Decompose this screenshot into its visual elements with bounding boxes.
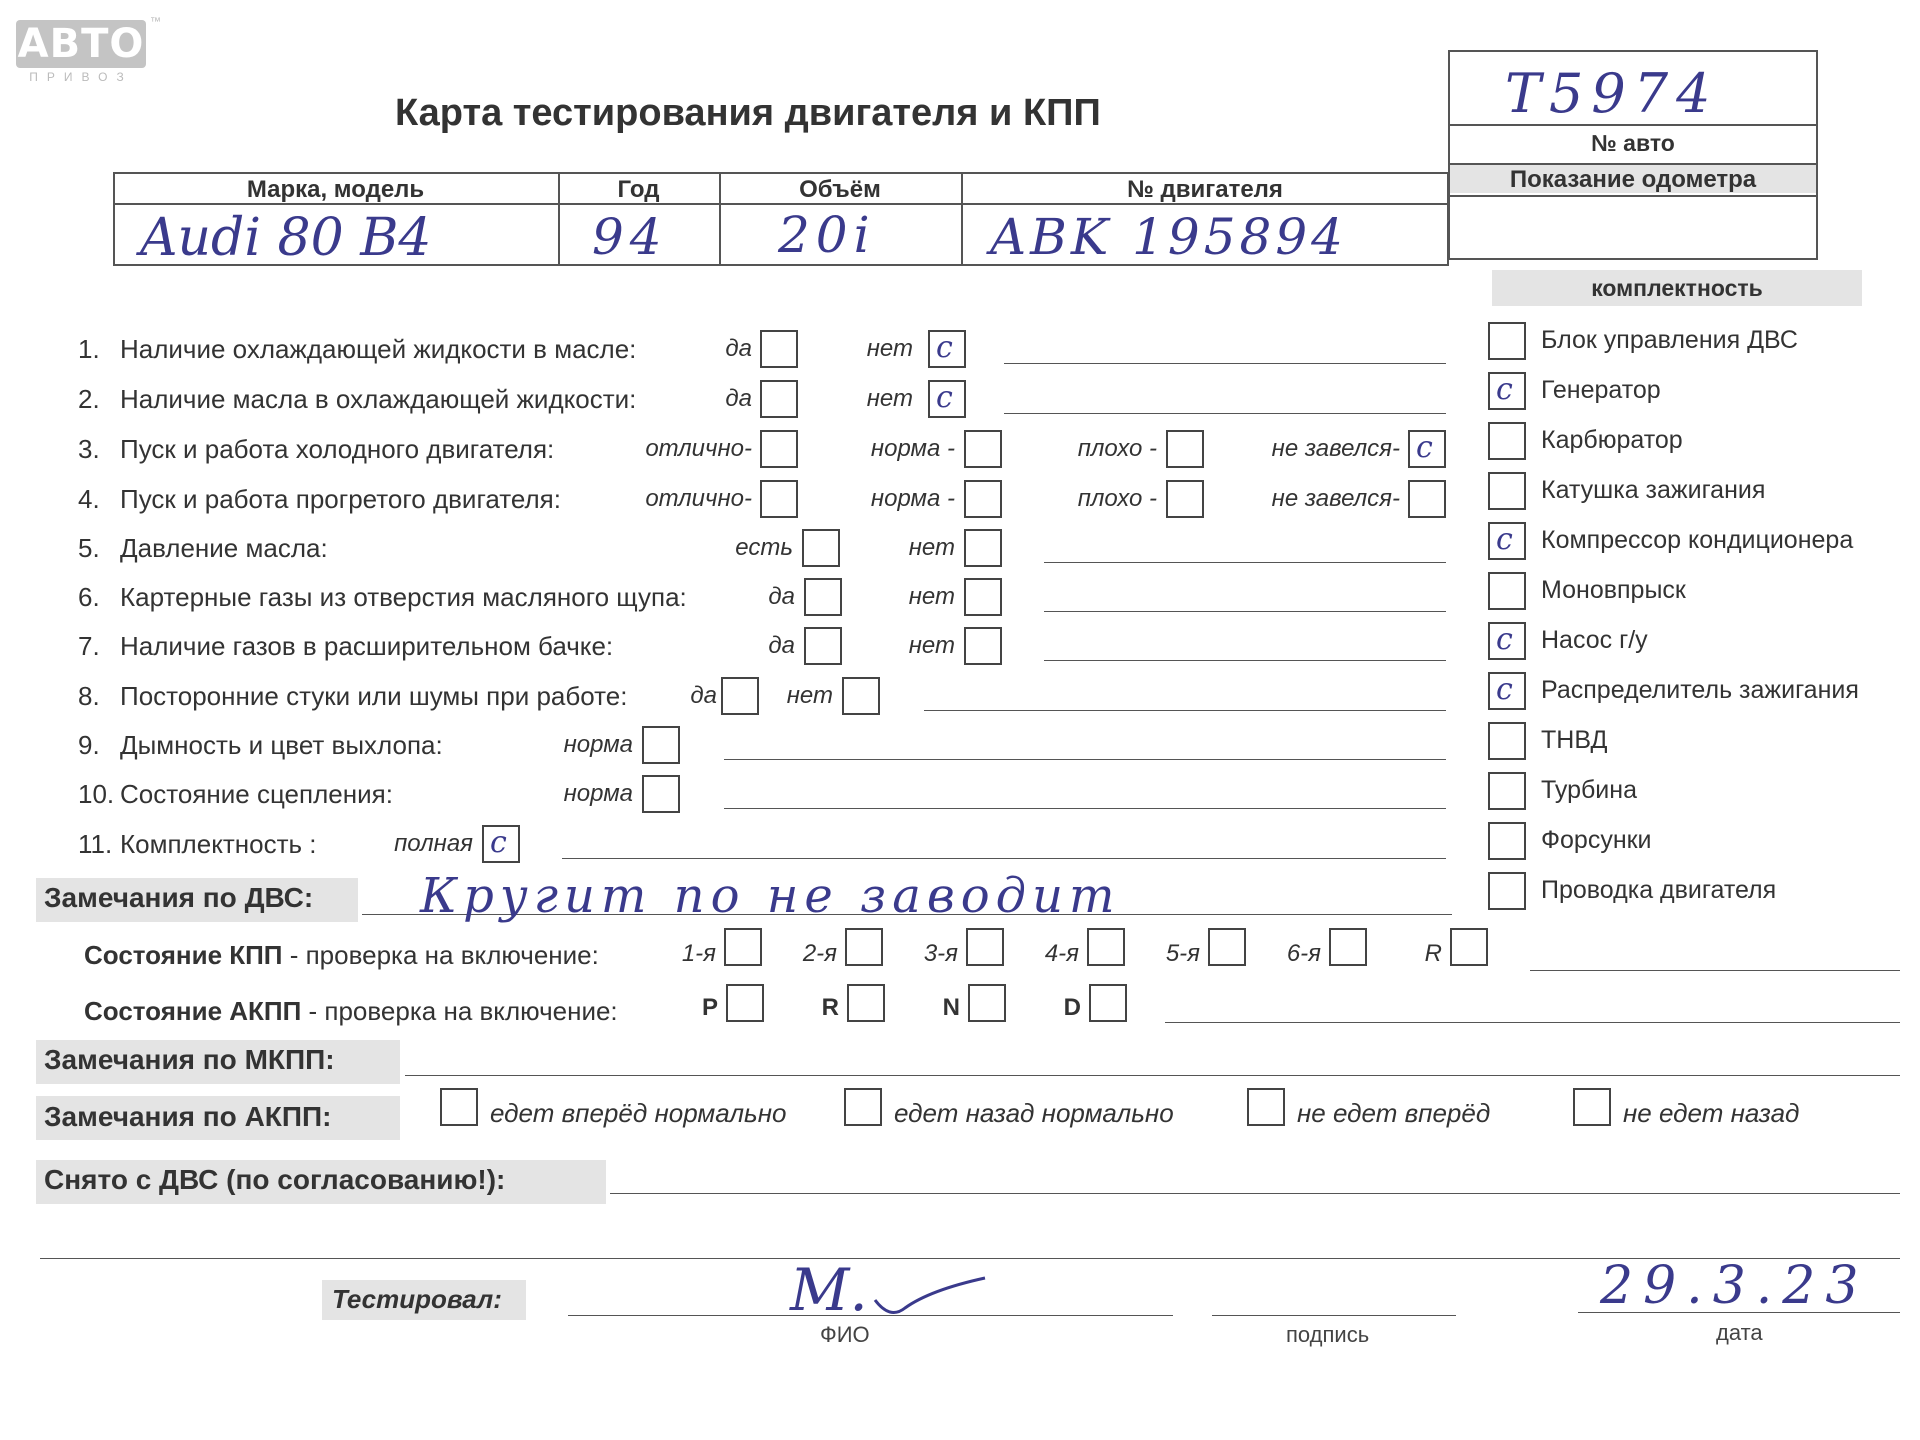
question-1-text: Наличие охлаждающей жидкости в масле: bbox=[120, 334, 637, 364]
kpp-label-rest: - проверка на включение: bbox=[282, 940, 599, 970]
kpp-gear-7-checkbox[interactable] bbox=[1450, 928, 1488, 966]
akpp-remark-4-label: не едет назад bbox=[1623, 1098, 1800, 1128]
question-6-text: Картерные газы из отверстия масляного щупа: bbox=[120, 582, 687, 612]
dvs-remarks-label: Замечания по ДВС: bbox=[44, 882, 314, 913]
question-4-option-1-label: отлично- bbox=[645, 485, 752, 512]
akpp-label-rest: - проверка на включение: bbox=[301, 996, 618, 1026]
col-header-engine-number: № двигателя bbox=[1127, 176, 1283, 203]
question-6-option-2-label: нет bbox=[908, 583, 955, 610]
odometer-label: Показание одометра bbox=[1509, 166, 1757, 193]
question-2-option-2-checkbox[interactable] bbox=[928, 380, 966, 418]
completeness-item-11-label: Форсунки bbox=[1541, 826, 1652, 854]
question-3-text: Пуск и работа холодного двигателя: bbox=[120, 434, 555, 464]
question-10-answer-line[interactable] bbox=[724, 808, 1446, 809]
question-7-number: 7. bbox=[78, 631, 100, 661]
completeness-item-3-checkbox[interactable] bbox=[1488, 422, 1526, 460]
akpp-position-4-checkbox[interactable] bbox=[1089, 984, 1127, 1022]
question-8-text: Посторонние стуки или шумы при работе: bbox=[120, 681, 628, 711]
auto-number-label: № авто bbox=[1591, 130, 1675, 156]
question-2-number: 2. bbox=[78, 384, 100, 414]
question-7-answer-line[interactable] bbox=[1044, 660, 1446, 661]
question-7-text: Наличие газов в расширительном бачке: bbox=[120, 631, 614, 661]
akpp-position-2-checkbox[interactable] bbox=[847, 984, 885, 1022]
question-4-option-4-checkbox[interactable] bbox=[1408, 480, 1446, 518]
question-3-option-3-label: плохо - bbox=[1077, 435, 1157, 462]
kpp-gear-3-checkbox[interactable] bbox=[966, 928, 1004, 966]
completeness-item-5-label: Компрессор кондиционера bbox=[1541, 526, 1854, 554]
akpp-position-2-label: R bbox=[821, 994, 839, 1021]
completeness-item-10-checkbox[interactable] bbox=[1488, 772, 1526, 810]
question-4-option-4-label: не завелся- bbox=[1271, 485, 1400, 512]
question-6-answer-line[interactable] bbox=[1044, 611, 1446, 612]
completeness-item-7-label: Насос г/у bbox=[1541, 626, 1648, 654]
question-11-option-1-label: полная bbox=[394, 830, 473, 857]
akpp-remarks-label: Замечания по АКПП: bbox=[44, 1101, 332, 1132]
completeness-item-8-label: Распределитель зажигания bbox=[1541, 676, 1859, 704]
question-7-option-2-checkbox[interactable] bbox=[964, 627, 1002, 665]
kpp-gear-2-label: 2-я bbox=[802, 940, 837, 967]
question-9-option-1-checkbox[interactable] bbox=[642, 726, 680, 764]
akpp-label-bold: Состояние АКПП bbox=[84, 996, 302, 1026]
question-5-number: 5. bbox=[78, 533, 100, 563]
kpp-gear-6-checkbox[interactable] bbox=[1329, 928, 1367, 966]
question-5-option-1-label: есть bbox=[735, 534, 793, 561]
question-2-option-1-label: да bbox=[725, 385, 752, 412]
question-6-option-2-checkbox[interactable] bbox=[964, 578, 1002, 616]
akpp-remark-1-label: едет вперёд нормально bbox=[490, 1098, 787, 1128]
completeness-item-12-checkbox[interactable] bbox=[1488, 872, 1526, 910]
completeness-item-4-checkbox[interactable] bbox=[1488, 472, 1526, 510]
question-3-option-4-checkbox-mark: c bbox=[1416, 430, 1433, 465]
question-8-option-2-label: нет bbox=[786, 682, 833, 709]
kpp-gear-2-checkbox[interactable] bbox=[845, 928, 883, 966]
kpp-gear-5-checkbox[interactable] bbox=[1208, 928, 1246, 966]
question-10-text: Состояние сцепления: bbox=[120, 779, 393, 809]
question-3-option-4-checkbox[interactable] bbox=[1408, 430, 1446, 468]
auto-number-value: T5974 bbox=[1505, 62, 1719, 125]
question-9-answer-line[interactable] bbox=[724, 759, 1446, 760]
kpp-gear-1-label: 1-я bbox=[681, 940, 716, 967]
completeness-item-11-checkbox[interactable] bbox=[1488, 822, 1526, 860]
question-9-option-1-label: норма bbox=[563, 731, 633, 758]
completeness-item-2-checkbox[interactable] bbox=[1488, 372, 1526, 410]
question-4-option-2-label: норма - bbox=[870, 485, 955, 512]
question-10-option-1-label: норма bbox=[563, 780, 633, 807]
question-11-text: Комплектность : bbox=[120, 829, 317, 859]
akpp-remark-4-checkbox[interactable] bbox=[1573, 1088, 1611, 1126]
signature-label: подпись bbox=[1286, 1322, 1370, 1347]
question-11-number: 11. bbox=[78, 829, 113, 859]
completeness-item-5-checkbox[interactable] bbox=[1488, 522, 1526, 560]
question-10-number: 10. bbox=[78, 779, 115, 809]
date-label: дата bbox=[1716, 1320, 1763, 1345]
question-6-option-1-label: да bbox=[768, 583, 795, 610]
completeness-item-5-checkbox-mark: c bbox=[1496, 522, 1513, 557]
tester-label: Тестировал: bbox=[332, 1284, 502, 1314]
akpp-position-3-checkbox[interactable] bbox=[968, 984, 1006, 1022]
col-header-volume: Объём bbox=[799, 176, 881, 203]
question-8-number: 8. bbox=[78, 681, 100, 711]
question-4-number: 4. bbox=[78, 484, 100, 514]
question-11-option-1-checkbox[interactable] bbox=[482, 825, 520, 863]
question-9-number: 9. bbox=[78, 730, 100, 760]
akpp-remark-2-label: едет назад нормально bbox=[894, 1098, 1174, 1128]
question-1-option-2-checkbox-mark: c bbox=[936, 330, 953, 365]
question-1-number: 1. bbox=[78, 334, 100, 364]
dvs-remarks-value[interactable]: Кругит по не заводит bbox=[420, 868, 1121, 924]
tester-fio-value[interactable]: М. bbox=[790, 1256, 868, 1324]
question-11-option-1-checkbox-mark: c bbox=[490, 825, 507, 860]
fio-label: ФИО bbox=[820, 1322, 870, 1347]
question-1-option-1-label: да bbox=[725, 335, 752, 362]
completeness-item-9-label: ТНВД bbox=[1541, 726, 1608, 754]
question-3-option-1-label: отлично- bbox=[645, 435, 752, 462]
company-logo-subtitle: ПРИВОЗ bbox=[29, 70, 133, 84]
akpp-position-1-checkbox[interactable] bbox=[726, 984, 764, 1022]
engine-number-value: ABK 195894 bbox=[990, 208, 1347, 266]
completeness-item-7-checkbox-mark: c bbox=[1496, 622, 1513, 657]
volume-value: 20i bbox=[778, 206, 876, 264]
company-logo: АВТО bbox=[17, 21, 145, 67]
kpp-gear-6-label: 6-я bbox=[1286, 940, 1321, 967]
completeness-item-2-checkbox-mark: c bbox=[1496, 372, 1513, 407]
question-1-option-2-checkbox[interactable] bbox=[928, 330, 966, 368]
col-header-model: Марка, модель bbox=[246, 176, 425, 203]
completeness-title: комплектность bbox=[1591, 275, 1763, 301]
completeness-item-6-label: Моновпрыск bbox=[1541, 576, 1686, 604]
completeness-item-1-label: Блок управления ДВС bbox=[1541, 326, 1798, 354]
kpp-label-bold: Состояние КПП bbox=[84, 940, 283, 970]
question-10-option-1-checkbox[interactable] bbox=[642, 775, 680, 813]
completeness-item-6-checkbox[interactable] bbox=[1488, 572, 1526, 610]
question-8-option-1-label: да bbox=[690, 682, 717, 709]
kpp-gear-4-checkbox[interactable] bbox=[1087, 928, 1125, 966]
page-title: Карта тестирования двигателя и КПП bbox=[395, 92, 1101, 134]
completeness-item-3-label: Карбюратор bbox=[1541, 426, 1683, 454]
completeness-item-9-checkbox[interactable] bbox=[1488, 722, 1526, 760]
akpp-position-4-label: D bbox=[1063, 994, 1081, 1021]
question-4-text: Пуск и работа прогретого двигателя: bbox=[120, 484, 561, 514]
akpp-remark-1-checkbox[interactable] bbox=[440, 1088, 478, 1126]
kpp-gear-1-checkbox[interactable] bbox=[724, 928, 762, 966]
kpp-gear-3-label: 3-я bbox=[923, 940, 958, 967]
question-7-option-1-label: да bbox=[768, 632, 795, 659]
year-value: 94 bbox=[592, 208, 668, 266]
completeness-item-10-label: Турбина bbox=[1541, 776, 1637, 804]
question-2-answer-line[interactable] bbox=[1004, 413, 1446, 414]
question-5-answer-line[interactable] bbox=[1044, 562, 1446, 563]
kpp-gear-7-label: R bbox=[1424, 940, 1442, 967]
col-header-year: Год bbox=[617, 176, 660, 203]
question-5-option-2-checkbox[interactable] bbox=[964, 529, 1002, 567]
question-2-option-2-checkbox-mark: c bbox=[936, 380, 953, 415]
completeness-item-12-label: Проводка двигателя bbox=[1541, 876, 1777, 904]
mkpp-remarks-label: Замечания по МКПП: bbox=[44, 1044, 335, 1075]
question-2-text: Наличие масла в охлаждающей жидкости: bbox=[120, 384, 637, 414]
completeness-item-8-checkbox[interactable] bbox=[1488, 672, 1526, 710]
removed-label: Снято с ДВС (по согласованию!): bbox=[44, 1164, 506, 1195]
kpp-gear-4-label: 4-я bbox=[1044, 940, 1079, 967]
question-5-text: Давление масла: bbox=[120, 533, 328, 563]
question-8-option-2-checkbox[interactable] bbox=[842, 677, 880, 715]
kpp-gear-5-label: 5-я bbox=[1165, 940, 1200, 967]
question-1-option-2-label: нет bbox=[866, 335, 913, 362]
question-3-option-4-label: не завелся- bbox=[1271, 435, 1400, 462]
completeness-item-4-label: Катушка зажигания bbox=[1541, 476, 1766, 504]
question-5-option-2-label: нет bbox=[908, 534, 955, 561]
trademark-symbol: ™ bbox=[150, 16, 161, 28]
akpp-remark-2-checkbox[interactable] bbox=[844, 1088, 882, 1126]
question-9-text: Дымность и цвет выхлопа: bbox=[120, 730, 443, 760]
question-4-option-3-label: плохо - bbox=[1077, 485, 1157, 512]
akpp-position-3-label: N bbox=[942, 994, 960, 1021]
completeness-item-1-checkbox[interactable] bbox=[1488, 322, 1526, 360]
question-11-answer-line[interactable] bbox=[562, 858, 1446, 859]
question-3-number: 3. bbox=[78, 434, 100, 464]
completeness-item-2-label: Генератор bbox=[1541, 376, 1661, 404]
model-value: Audi 80 B4 bbox=[140, 208, 432, 268]
question-1-answer-line[interactable] bbox=[1004, 363, 1446, 364]
akpp-position-1-label: P bbox=[701, 994, 718, 1021]
question-8-answer-line[interactable] bbox=[924, 710, 1446, 711]
completeness-item-7-checkbox[interactable] bbox=[1488, 622, 1526, 660]
completeness-item-8-checkbox-mark: c bbox=[1496, 672, 1513, 707]
question-6-number: 6. bbox=[78, 582, 100, 612]
question-2-option-2-label: нет bbox=[866, 385, 913, 412]
akpp-remark-3-label: не едет вперёд bbox=[1297, 1098, 1491, 1128]
tester-signature-mark bbox=[870, 1270, 990, 1320]
date-value[interactable]: 29.3.23 bbox=[1600, 1256, 1869, 1316]
akpp-remark-3-checkbox[interactable] bbox=[1247, 1088, 1285, 1126]
question-3-option-2-label: норма - bbox=[870, 435, 955, 462]
question-7-option-2-label: нет bbox=[908, 632, 955, 659]
